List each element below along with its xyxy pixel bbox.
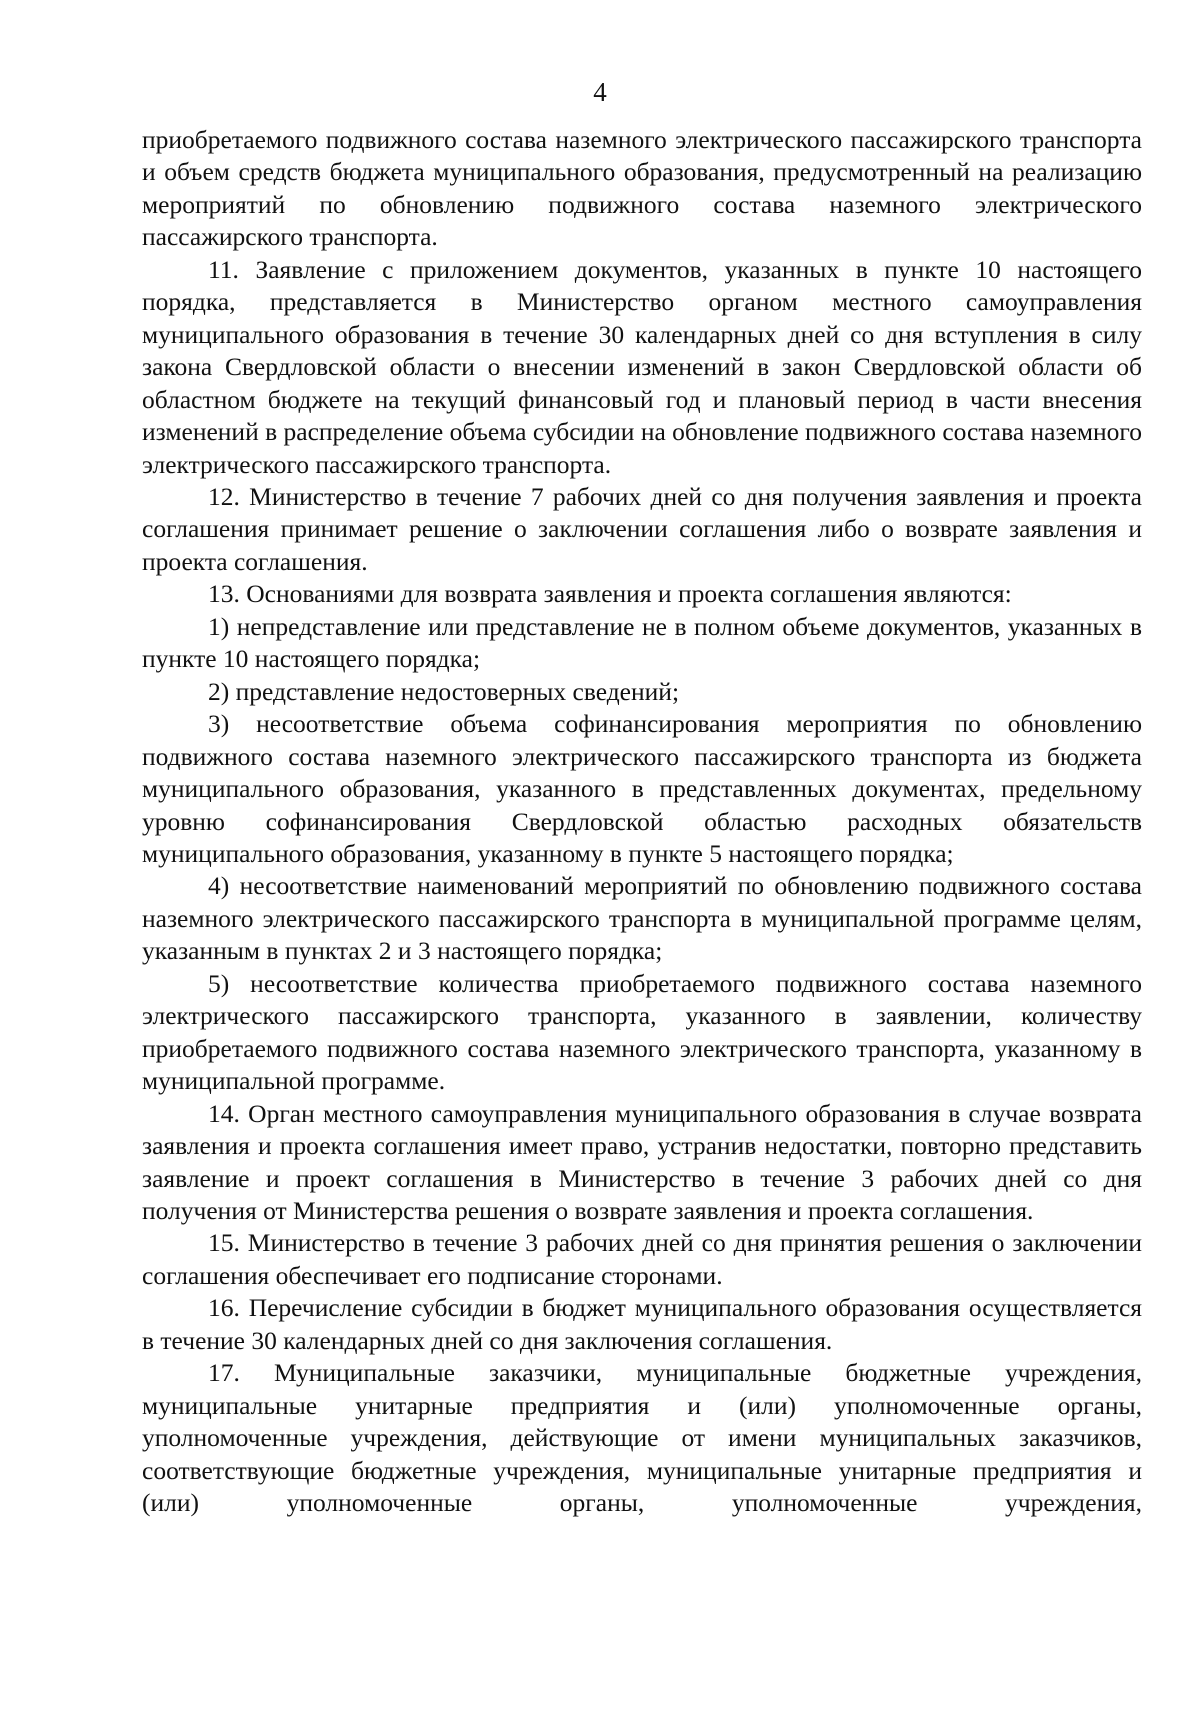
list-item-5: 5) несоответствие количества приобретаемого подвижного состава наземного электрического пассажирского транспорта, указанного в заявлении, количеству приобретаемого подвижного состава наземного электрического транспорта, указанному в муниципальной программе. — [142, 968, 1142, 1096]
paragraph-item-16: 16. Перечисление субсидии в бюджет муниципального образования осуществляется в течение 30 календарных дней со дня заключения соглашения. — [142, 1293, 1142, 1355]
page-number: 4 — [593, 77, 607, 107]
paragraph-item-13: 13. Основаниями для возврата заявления и проекта соглашения являются: — [208, 579, 1012, 609]
list-item-2: 2) представление недостоверных сведений; — [208, 676, 680, 706]
paragraph-item-15: 15. Министерство в течение 3 рабочих дней со дня принятия решения о заключении соглашения обеспечивает его подписание сторонами. — [142, 1228, 1142, 1290]
paragraph-item-11: 11. Заявление с приложением документов, указанных в пункте 10 настоящего порядка, представляется в Министерство органом местного самоуправления муниципального образования в течение 30 календарных дней со дня вступления в силу закона Свердловской области о внесении изменений в закон Свердловской области об областном бюджете на текущий финансовый год и плановый период в части внесения изменений в распределение объема субсидии на обновление подвижного состава наземного электрического пассажирского транспорта. — [142, 254, 1142, 479]
paragraph-continuation: приобретаемого подвижного состава наземного электрического пассажирского транспорта и объем средств бюджета муниципального образования, предусмотренный на реализацию мероприятий по обновлению подвижного состава наземного электрического пассажирского транспорта. — [142, 125, 1142, 252]
list-item-3: 3) несоответствие объема софинансирования мероприятия по обновлению подвижного состава наземного электрического пассажирского транспорта из бюджета муниципального образования, указанного в представленных документах, предельному уровню софинансирования Свердловской областью расходных обязательств муниципального образования, указанному в пункте 5 настоящего порядка; — [142, 709, 1142, 868]
list-item-4: 4) несоответствие наименований мероприятий по обновлению подвижного состава наземного электрического пассажирского транспорта в муниципальной программе целям, указанным в пунктах 2 и 3 настоящего порядка; — [142, 871, 1142, 966]
paragraph-item-14: 14. Орган местного самоуправления муниципального образования в случае возврата заявления и проекта соглашения имеет право, устранив недостатки, повторно представить заявление и проект соглашения в Министерство в течение 3 рабочих дней со дня получения от Министерства решения о возврате заявления и проекта соглашения. — [142, 1098, 1142, 1225]
list-item-1: 1) непредставление или представление не в полном объеме документов, указанных в пункте 10 настоящего порядка; — [142, 611, 1142, 674]
paragraph-item-12: 12. Министерство в течение 7 рабочих дней со дня получения заявления и проекта соглашения принимает решение о заключении соглашения либо о возврате заявления и проекта соглашения. — [142, 481, 1142, 576]
paragraph-item-17: 17. Муниципальные заказчики, муниципальные бюджетные учреждения, муниципальные унитарные предприятия и (или) уполномоченные органы, уполномоченные учреждения, действующие от имени муниципальных заказчиков, соответствующие бюджетные учреждения, муниципальные унитарные предприятия и (или) уполномоченные органы, уполномоченные учреждения, — [142, 1358, 1142, 1518]
document-body — [142, 124, 1142, 1519]
